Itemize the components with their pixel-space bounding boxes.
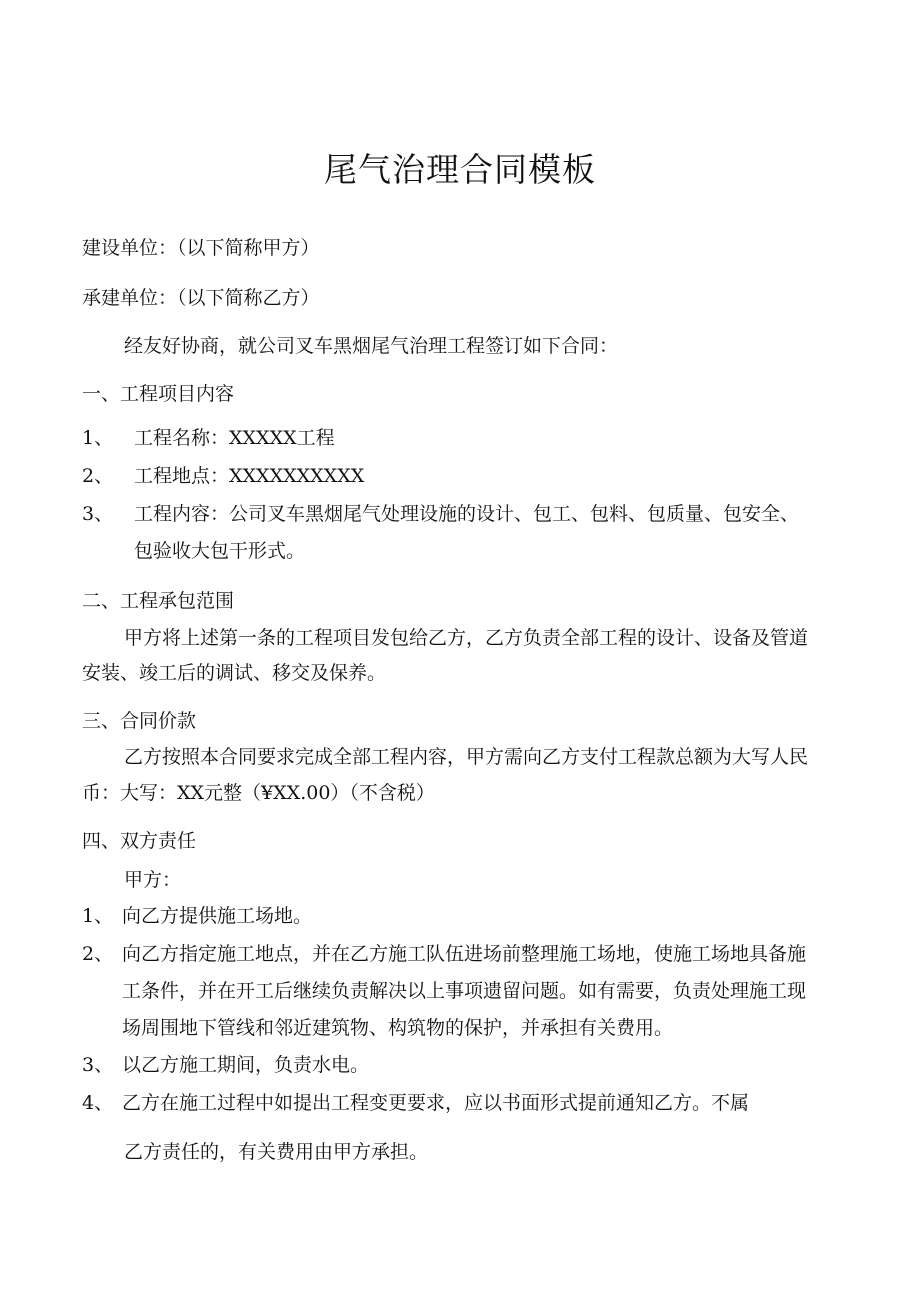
list-item-text: 工程内容：公司叉车黑烟尾气处理设施的设计、包工、包料、包质量、包安全、 <box>134 503 800 525</box>
list-item <box>82 462 364 490</box>
list-item-continuation: 场周围地下管线和邻近建筑物、构筑物的保护，并承担有关费用。 <box>122 1017 674 1039</box>
list-item-number: 2、 <box>82 943 114 965</box>
owner-party-line: 建设单位：（以下简称甲方） <box>82 237 320 259</box>
list-item <box>82 940 806 968</box>
list-item-number: 3、 <box>82 1054 114 1076</box>
list-item <box>82 424 335 452</box>
list-item-number: 3、 <box>82 503 114 525</box>
list-item-number: 1、 <box>82 427 114 449</box>
section2-paragraph-line: 安装、竣工后的调试、移交及保养。 <box>82 662 387 684</box>
section2-paragraph-line: 甲方将上述第一条的工程项目发包给乙方，乙方负责全部工程的设计、设备及管道 <box>124 627 809 649</box>
list-item <box>82 500 799 528</box>
list-item-text: 向乙方提供施工场地。 <box>122 905 313 927</box>
section3-heading: 三、合同价款 <box>82 710 197 732</box>
contractor-party-line: 承建单位：（以下简称乙方） <box>82 287 320 309</box>
section4-heading: 四、双方责任 <box>82 830 197 852</box>
list-item-number: 1、 <box>82 905 114 927</box>
party-a-label: 甲方： <box>124 869 182 891</box>
list-item-text: 工程地点：XXXXXXXXXX <box>134 465 365 487</box>
document-title: 尾气治理合同模板 <box>324 150 596 189</box>
section3-paragraph-line: 币：大写：XX元整（¥XX.00）（不含税） <box>82 782 435 804</box>
list-item-continuation: 包验收大包干形式。 <box>134 540 306 562</box>
list-item-number: 2、 <box>82 465 114 487</box>
section2-heading: 二、工程承包范围 <box>82 590 235 612</box>
list-item <box>82 1051 369 1079</box>
section1-heading: 一、工程项目内容 <box>82 383 235 405</box>
list-item-text: 乙方在施工过程中如提出工程变更要求，应以书面形式提前通知乙方。不属 <box>122 1092 750 1114</box>
list-item-continuation: 乙方责任的，有关费用由甲方承担。 <box>124 1141 429 1163</box>
list-item-text: 向乙方指定施工地点，并在乙方施工队伍进场前整理施工场地，使施工场地具备施 <box>122 943 807 965</box>
list-item-text: 以乙方施工期间，负责水电。 <box>122 1054 370 1076</box>
list-item <box>82 1089 749 1117</box>
list-item-number: 4、 <box>82 1092 114 1114</box>
list-item-text: 工程名称：XXXXX工程 <box>134 427 335 449</box>
section3-paragraph-line: 乙方按照本合同要求完成全部工程内容，甲方需向乙方支付工程款总额为大写人民 <box>124 746 809 768</box>
intro-paragraph: 经友好协商，就公司叉车黑烟尾气治理工程签订如下合同： <box>124 335 619 357</box>
list-item-continuation: 工条件，并在开工后继续负责解决以上事项遗留问题。如有需要，负责处理施工现 <box>122 980 807 1002</box>
list-item <box>82 902 312 930</box>
